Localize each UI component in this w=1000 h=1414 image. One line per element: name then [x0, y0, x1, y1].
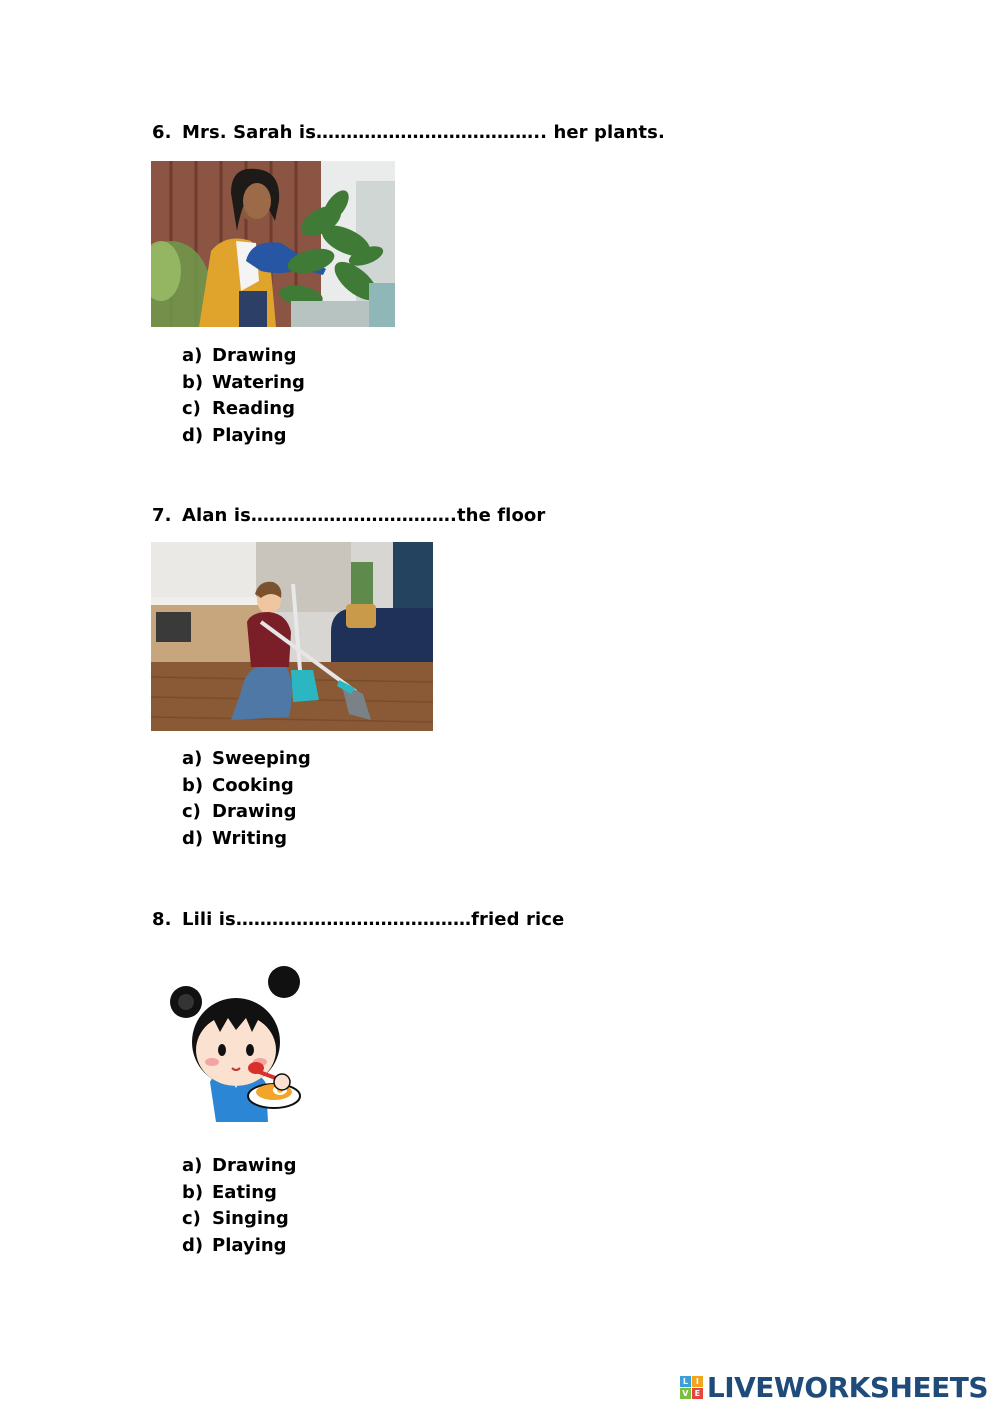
option-d[interactable]: [182, 826, 311, 853]
question-6-options: [182, 343, 305, 450]
option-c[interactable]: [182, 396, 305, 423]
option-letter: a): [182, 345, 203, 366]
option-letter: b): [182, 1181, 204, 1203]
question-6-prompt: [152, 122, 665, 143]
question-number: 8.: [152, 909, 172, 930]
option-d[interactable]: [182, 1233, 296, 1260]
question-8-options: [182, 1153, 296, 1260]
logo-tile: L: [680, 1376, 691, 1387]
option-text: Singing: [212, 1208, 289, 1230]
girl-eating-illustration: [170, 964, 302, 1124]
question-number: 7.: [152, 505, 172, 526]
option-a[interactable]: [182, 746, 311, 773]
option-letter: d): [182, 1235, 204, 1257]
option-b[interactable]: [182, 1180, 296, 1207]
option-letter: a): [182, 1155, 203, 1176]
logo-tile: I: [692, 1376, 703, 1387]
option-text: Drawing: [212, 801, 297, 823]
option-letter: b): [182, 371, 204, 393]
option-text: Cooking: [212, 774, 294, 796]
brand-name: LIVEWORKSHEETS: [706, 1371, 988, 1404]
option-a[interactable]: [182, 1153, 296, 1180]
option-letter: a): [182, 748, 203, 769]
option-c[interactable]: [182, 1206, 296, 1233]
option-letter: c): [182, 398, 201, 420]
option-text: Reading: [212, 398, 295, 420]
option-a[interactable]: [182, 343, 305, 370]
option-text: Watering: [212, 371, 305, 393]
option-text: Playing: [212, 425, 287, 447]
question-7-prompt: [152, 505, 545, 526]
option-text: Sweeping: [212, 748, 311, 769]
cartoon-girl-eating: [170, 964, 302, 1124]
option-letter: c): [182, 1208, 201, 1230]
option-text: Playing: [212, 1235, 287, 1257]
option-text: Writing: [212, 828, 288, 850]
option-b[interactable]: [182, 773, 311, 800]
option-b[interactable]: [182, 370, 305, 397]
question-number: 6.: [152, 122, 172, 143]
option-letter: b): [182, 774, 204, 796]
logo-tile: E: [692, 1388, 703, 1399]
option-text: Drawing: [212, 1155, 297, 1176]
watering-plants-illustration: [151, 161, 395, 327]
sweeping-floor-illustration: [151, 542, 433, 731]
liveworksheets-logo-icon: [680, 1376, 703, 1399]
option-letter: d): [182, 425, 204, 447]
question-7-options: [182, 746, 311, 853]
photo-sweeping-floor: [151, 542, 433, 731]
photo-watering-plants: [151, 161, 395, 327]
option-text: Drawing: [212, 345, 297, 366]
question-text: Alan is…………………………….the floor: [182, 505, 546, 526]
option-text: Eating: [212, 1181, 277, 1203]
option-c[interactable]: [182, 799, 311, 826]
question-text: Mrs. Sarah is……………………………….. her plants.: [182, 122, 665, 143]
liveworksheets-brand: [680, 1371, 988, 1404]
option-d[interactable]: [182, 423, 305, 450]
logo-tile: V: [680, 1388, 691, 1399]
question-text: Lili is…………………………………fried rice: [182, 909, 565, 930]
option-letter: d): [182, 828, 204, 850]
question-8-prompt: [152, 909, 564, 930]
option-letter: c): [182, 801, 201, 823]
